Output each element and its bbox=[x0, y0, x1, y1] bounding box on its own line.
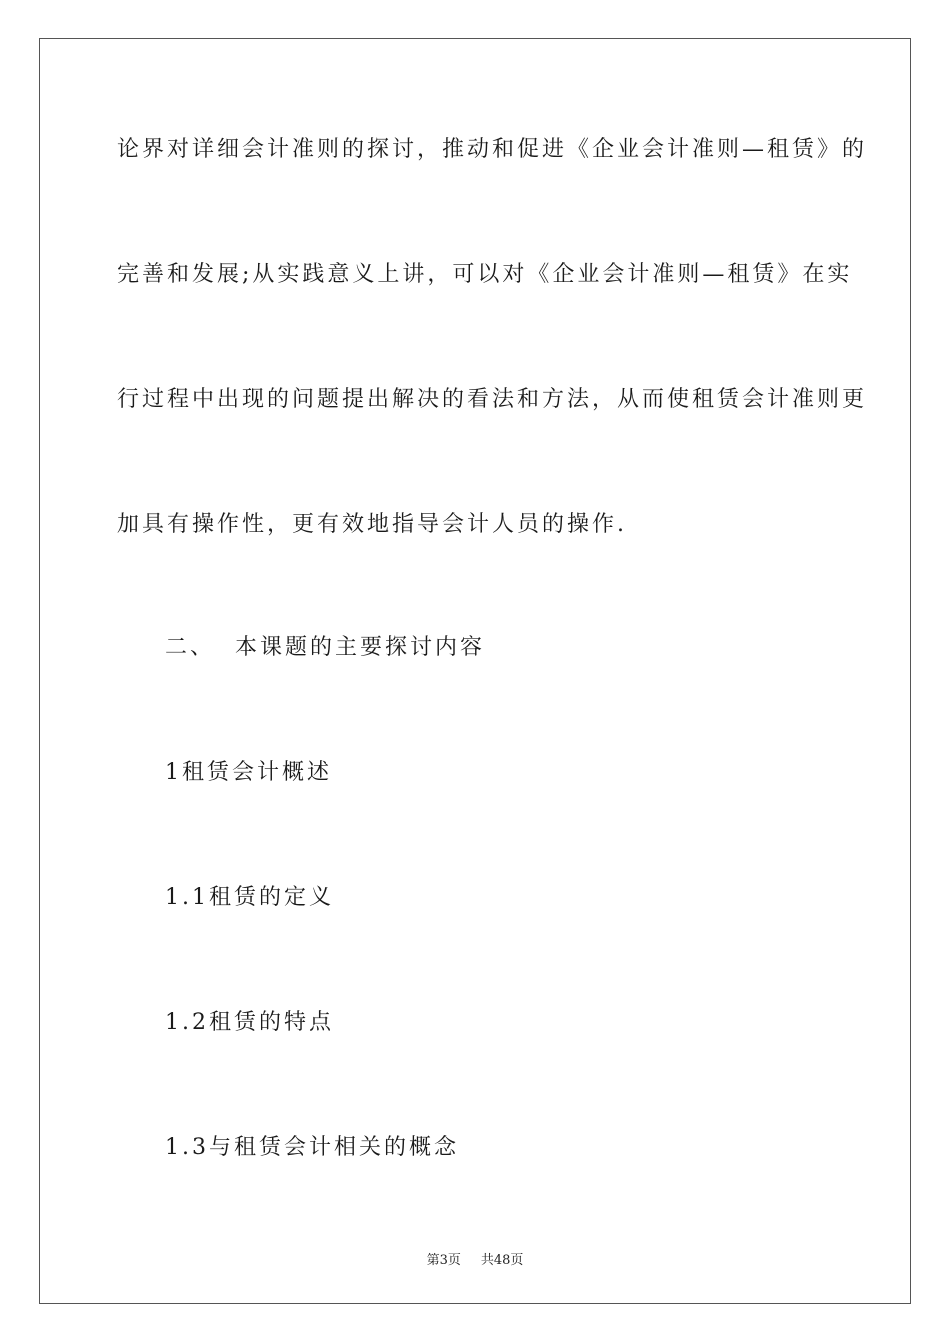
page-number: 第3页 bbox=[426, 1253, 461, 1268]
paragraph-line-3: 行过程中出现的问题提出解决的看法和方法，从而使租赁会计准则更 bbox=[117, 387, 868, 412]
outline-item-1-2: 1.2租赁的特点 bbox=[165, 1010, 334, 1035]
outline-item-1-3: 1.3与租赁会计相关的概念 bbox=[165, 1135, 459, 1160]
page-border bbox=[39, 38, 911, 1304]
paragraph-line-2: 完善和发展;从实践意义上讲，可以对《企业会计准则—租赁》在实 bbox=[117, 262, 853, 287]
paragraph-line-1: 论界对详细会计准则的探讨，推动和促进《企业会计准则—租赁》的 bbox=[117, 137, 868, 162]
outline-item-1-1: 1.1租赁的定义 bbox=[165, 885, 334, 910]
paragraph-line-4: 加具有操作性，更有效地指导会计人员的操作. bbox=[117, 512, 627, 537]
section-heading: 二、 本课题的主要探讨内容 bbox=[165, 635, 485, 660]
outline-item-1: 1租赁会计概述 bbox=[165, 760, 332, 785]
page-footer bbox=[0, 1249, 950, 1268]
page-total: 共48页 bbox=[480, 1253, 524, 1268]
